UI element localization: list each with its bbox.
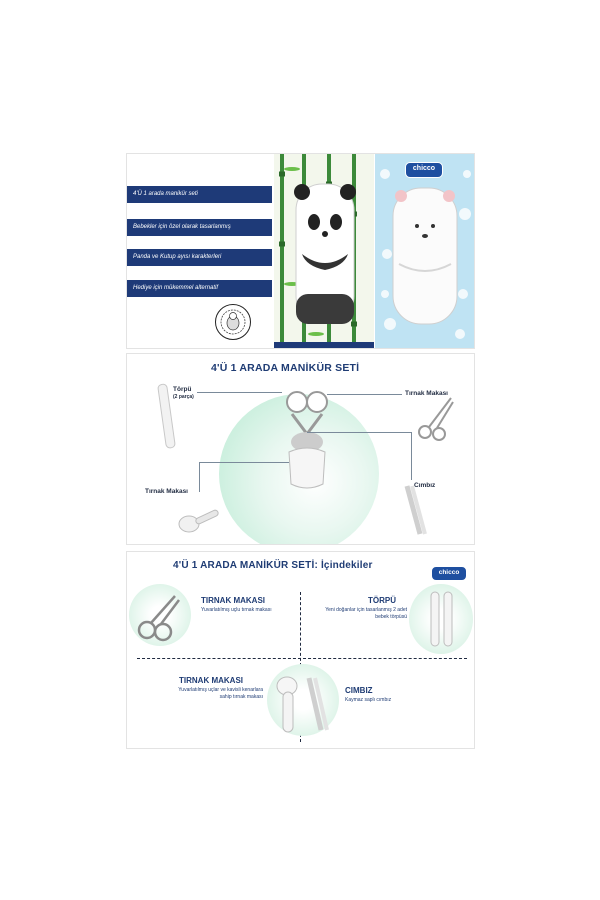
item-title-1: TIRNAK MAKASI [201, 596, 265, 605]
label-torpu-note: (2 parça) [173, 394, 194, 400]
scissors-icon [417, 394, 457, 444]
feature-bar-3: Panda ve Kutup ayısı karakterleri [127, 249, 272, 266]
label-cimbiz: Cımbız [414, 482, 436, 489]
chicco-logo: chicco [405, 162, 443, 178]
nail-clipper-icon [177, 504, 221, 536]
item-desc-1: Yuvarlatılmış uçlu tırnak makası [201, 607, 272, 613]
item-title-4: CIMBIZ [345, 686, 373, 695]
panda-product-image [274, 154, 374, 349]
set-overview-panel [126, 353, 475, 545]
product-banner-panel [126, 153, 475, 349]
polar-bear-product-image [375, 154, 475, 349]
divider-horizontal [137, 658, 467, 659]
leader-line-cimbiz-h [307, 432, 412, 433]
feature-bar-1: 4'Ü 1 arada manikür seti [127, 186, 272, 203]
leader-line-makas-left-h [199, 462, 289, 463]
scissors-icon [135, 592, 185, 642]
tweezers-icon [402, 484, 432, 539]
feature-bar-2: Bebekler için özel olarak tasarlanmış [127, 219, 272, 236]
nail-clipper-icon [273, 672, 337, 736]
label-tirnak-makasi-right: Tırnak Makası [405, 390, 448, 397]
file-icon [425, 590, 459, 648]
contents-panel [126, 551, 475, 749]
label-tirnak-makasi-left: Tırnak Makası [145, 488, 188, 495]
item-title-2: TÖRPÜ [368, 596, 396, 605]
item-title-3: TIRNAK MAKASI [179, 676, 243, 685]
contents-title: 4'Ü 1 ARADA MANİKÜR SETİ: İçindekiler [173, 560, 373, 571]
item-desc-3: Yuvarlatılmış uçlar ve kavisli kenarlara sahip tırnak makası [178, 687, 263, 700]
label-torpu: Törpü [173, 386, 192, 393]
item-desc-4: Kaymaz saplı cımbız [345, 697, 392, 703]
leader-line-makas-left-v [199, 462, 200, 492]
leader-line-torpu [197, 392, 282, 393]
chicco-logo: chicco [431, 566, 467, 581]
set-title: 4'Ü 1 ARADA MANİKÜR SETİ [211, 362, 360, 374]
manicure-case-icon [277, 384, 347, 494]
leader-line-cimbiz-v [411, 432, 412, 480]
babyfriendly-badge-icon [215, 304, 251, 340]
feature-bar-4: Hediye için mükemmel alternatif [127, 280, 272, 297]
item-desc-2: Yeni doğanlar için tasarlanmış 2 adet bebek törpüsü [325, 607, 407, 620]
leader-line-makas-right [327, 394, 402, 395]
